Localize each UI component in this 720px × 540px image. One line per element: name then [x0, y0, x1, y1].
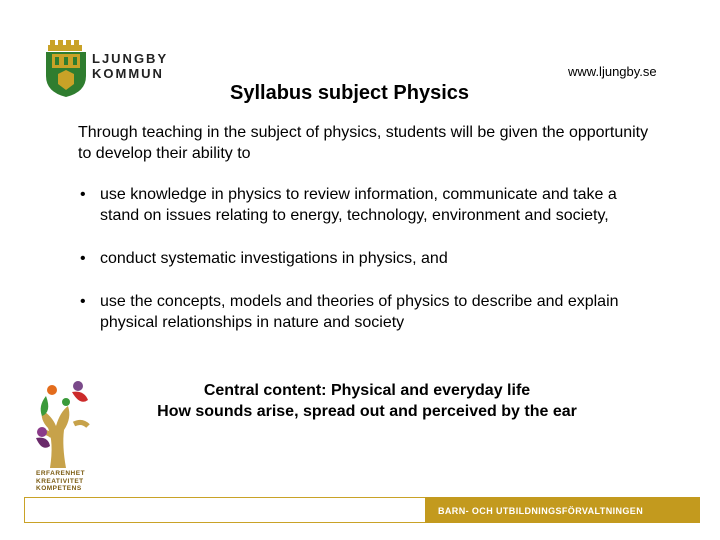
bullet-text: use knowledge in physics to review information, communicate and take a stand on issues relating to energy, technology, environment and society,	[100, 186, 617, 224]
footer-department-name: BARN- OCH UTBILDNINGSFÖRVALTNINGEN	[438, 506, 644, 516]
page-title: Syllabus subject Physics	[230, 82, 469, 104]
bullet-item	[78, 291, 658, 333]
intro-paragraph: Through teaching in the subject of physics, students will be given the opportunity to develop their ability to	[78, 124, 649, 162]
bullet-dot: •	[80, 186, 86, 203]
logo-wordmark	[92, 51, 168, 81]
bullet-list	[78, 184, 658, 333]
bullet-text: conduct systematic investigations in physics, and	[100, 250, 448, 267]
tree-logo-words	[36, 470, 85, 493]
tree-word-3: KOMPETENS	[36, 485, 82, 492]
coat-of-arms-icon	[44, 40, 88, 98]
bullet-text: use the concepts, models and theories of physics to describe and explain physical relationships in nature and society	[100, 293, 619, 331]
ljungby-kommun-logo	[44, 40, 194, 100]
central-content-subheading: How sounds arise, spread out and perceived by the ear	[157, 403, 577, 420]
tree-word-1: ERFARENHET	[36, 470, 86, 477]
bullet-item	[78, 248, 658, 269]
central-content	[0, 380, 720, 422]
bullet-dot: •	[80, 293, 86, 310]
website-url[interactable]: www.ljungby.se	[568, 64, 657, 79]
logo-line-1: LJUNGBY	[92, 51, 169, 66]
central-content-heading: Central content: Physical and everyday life	[203, 382, 531, 399]
bullet-dot: •	[80, 250, 86, 267]
tree-word-2: KREATIVITET	[36, 477, 84, 485]
bullet-item	[78, 184, 658, 226]
logo-line-2: KOMMUN	[92, 66, 164, 81]
